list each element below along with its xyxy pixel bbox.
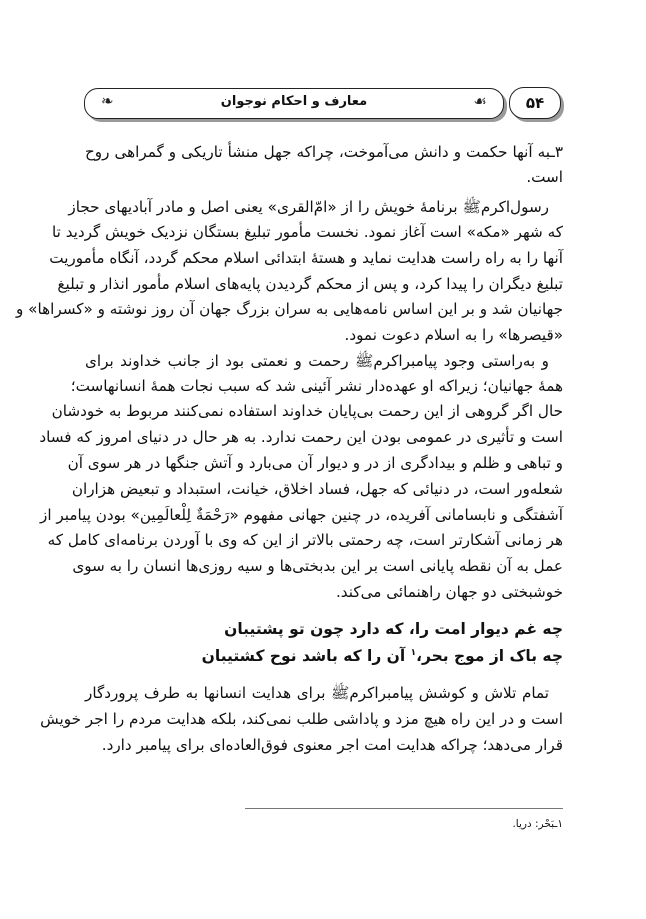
footnote-ref[interactable]: ۱ <box>410 647 417 658</box>
ornament-right-icon: ☙ <box>473 92 487 110</box>
text-line: شعله‌ور است، در دنیائی که جهل، فساد اخلاق، خیانت، استبداد و تبعیض هزاران <box>71 480 563 498</box>
text-line: «قیصرها» را به اسلام دعوت نمود. <box>344 326 563 344</box>
text-line: قرار می‌دهد؛ چراکه هدایت امت اجر معنوی فوق‌العاده‌ای برای پیامبر دارد. <box>101 736 563 754</box>
text-line: رسول‌اکرم‌ﷺ برنامهٔ خویش را از «امّ‌القری» یعنی اصل و مادر آبادیهای حجاز <box>68 198 549 216</box>
text-line: حال اگر گروهی از این رحمت بی‌پایان خداوند استفاده نمی‌کنند مربوط به خودشان <box>51 402 563 420</box>
text-line: که شهر «مکه» است آغاز نمود. نخست مأمور تبلیغ بستگان نزدیک خویش گردید تا <box>52 223 563 241</box>
text-line: است و در این راه هیچ مزد و پاداشی طلب نمی‌کند، بلکه هدایت مردم را اجر خویش <box>40 710 563 728</box>
page-number: ۵۴ <box>509 87 561 119</box>
text-line: و تباهی و ظلم و بیدادگری از در و دیوار آن می‌بارد و آتش جنگها در هر سوی آن <box>67 454 563 472</box>
poem-line-2 <box>150 647 563 665</box>
footnote: ۱ـبَحْر: دریا. <box>512 818 563 830</box>
text-line: است. <box>526 168 563 186</box>
poem-line-1: چه غم دیوار امت را، که دارد چون تو پشتیبان <box>224 620 563 638</box>
text-line: هر زمانی آشکارتر است، چه رحمتی بالاتر از این که وی با آوردن برنامه‌ای کامل که <box>47 531 563 549</box>
text-line: عمل به آن نقطه پایانی است بر این بدبختی‌ها و سیه روزی‌ها انسان را به سوی <box>72 557 563 575</box>
text-line: جهانیان شد و بر این اساس نامه‌هایی به سران بزرگ جهان آن روز نوشته و «کسراها» و <box>16 300 563 318</box>
footnote-divider <box>245 808 563 809</box>
running-header <box>84 88 504 119</box>
book-title: معارف و احکام نوجوان <box>220 94 368 109</box>
text-line: تبلیغ دیگران را پیدا کرد، و پس از محکم گردیدن پایه‌های اسلام مأمور انذار و تبلیغ <box>57 275 563 293</box>
poem-line-2b: آن را که باشد نوح کشتیبان <box>201 647 411 665</box>
text-line: آنها را به راه راست هدایت نماید و هستهٔ ابتدائی اسلام محکم گردد، آنگاه مأموریت <box>49 249 563 267</box>
text-line: خوشبختی دو جهان راهنمائی می‌کند. <box>335 583 563 601</box>
text-line: و به‌راستی وجود پیامبراکرمﷺ رحمت و نعمتی بود از جانب خداوند برای <box>85 352 549 370</box>
text-line: ۳ـبه آنها حکمت و دانش می‌آموخت، چراکه جهل منشأ تاریکی و گمراهی روح <box>85 143 563 161</box>
text-line: است و تأثیری در عمومی بودن این رحمت ندارد. به هر حال در دنیای امروز که فساد <box>39 428 563 446</box>
text-line: تمام تلاش و کوشش پیامبراکرمﷺ برای هدایت انسانها به طرف پروردگار <box>85 684 549 702</box>
poem-line-2a: چه باک از موج بحر، <box>416 647 563 665</box>
text-line: آشفتگی و نابسامانی آفریده، در چنین جهانی مفهوم «رَحْمَةٌ لِلْعالَمِین» بودن پیامبر از <box>40 506 563 524</box>
text-line: همهٔ جهانیان؛ زیراکه او عهده‌دار نشر آئینی شد که سبب نجات همهٔ انسانهاست؛ <box>70 377 563 395</box>
ornament-left-icon: ❧ <box>101 92 114 110</box>
